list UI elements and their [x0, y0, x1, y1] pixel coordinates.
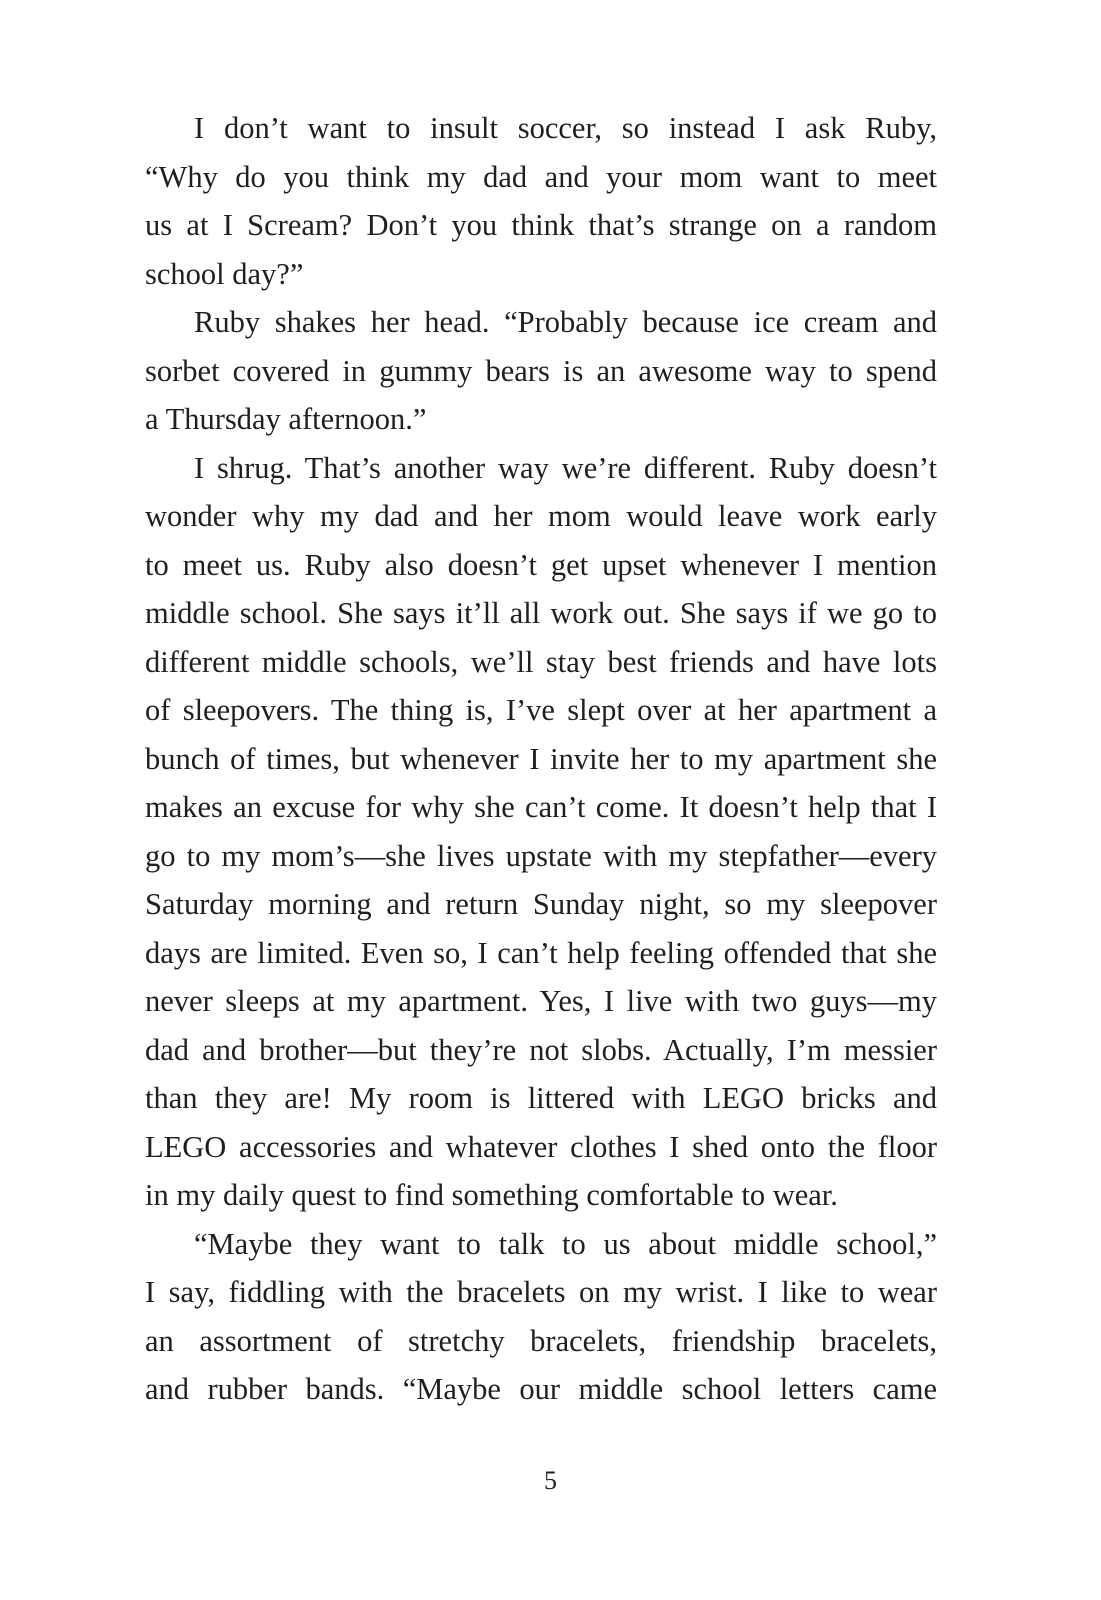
text-line: than they are! My room is littered with LEGO bricks and — [145, 1081, 937, 1115]
text-line: us at I Scream? Don’t you think that’s strange on a random — [145, 208, 937, 242]
text-line: “Maybe they want to talk to us about middle school,” — [194, 1226, 937, 1261]
text-line: school day?” — [145, 256, 304, 291]
text-line: I shrug. That’s another way we’re different. Ruby doesn’t — [194, 450, 937, 485]
text-line: Saturday morning and return Sunday night, so my sleepover — [145, 887, 937, 921]
body-text — [145, 104, 937, 1414]
text-line: different middle schools, we’ll stay best friends and have lots — [145, 644, 937, 679]
text-line: go to my mom’s—she lives upstate with my stepfather—every — [145, 838, 937, 873]
text-line: a Thursday afternoon.” — [145, 402, 427, 436]
text-line: in my daily quest to find something comfortable to wear. — [145, 1178, 838, 1212]
text-line: Ruby shakes her head. “Probably because ice cream and — [194, 305, 937, 339]
text-line: an assortment of stretchy bracelets, friendship bracelets, — [145, 1323, 937, 1358]
text-line: middle school. She says it’ll all work out. She says if we go to — [145, 596, 937, 630]
page-number: 5 — [544, 1466, 557, 1495]
text-line: to meet us. Ruby also doesn’t get upset whenever I mention — [145, 547, 937, 582]
text-line: of sleepovers. The thing is, I’ve slept over at her apartment a — [145, 693, 937, 727]
text-line: I say, fiddling with the bracelets on my wrist. I like to wear — [145, 1275, 937, 1309]
text-line: makes an excuse for why she can’t come. It doesn’t help that I — [145, 790, 937, 824]
text-line: dad and brother—but they’re not slobs. Actually, I’m messier — [145, 1032, 937, 1067]
text-line: days are limited. Even so, I can’t help feeling offended that she — [145, 935, 937, 970]
text-line: wonder why my dad and her mom would leave work early — [145, 499, 937, 533]
text-line: never sleeps at my apartment. Yes, I live with two guys—my — [145, 984, 937, 1018]
text-line: sorbet covered in gummy bears is an awesome way to spend — [145, 353, 937, 388]
text-line: and rubber bands. “Maybe our middle school letters came — [145, 1372, 937, 1406]
text-line: bunch of times, but whenever I invite her to my apartment she — [145, 741, 937, 776]
text-line: LEGO accessories and whatever clothes I shed onto the floor — [145, 1129, 937, 1164]
text-line: “Why do you think my dad and your mom want to meet — [145, 159, 937, 194]
text-line: I don’t want to insult soccer, so instead I ask Ruby, — [194, 111, 937, 145]
